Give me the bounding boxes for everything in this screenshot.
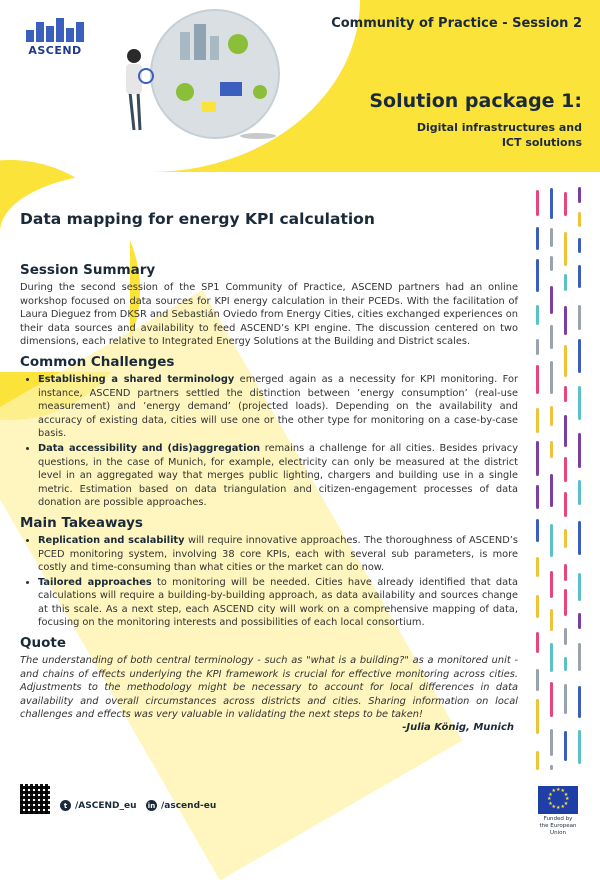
eu-star-icon: ★ (560, 803, 565, 810)
dash-pattern-decoration (532, 180, 592, 780)
eu-star-icon: ★ (548, 791, 553, 798)
dash-mark (536, 485, 539, 509)
dash-mark (536, 557, 539, 577)
dash-mark (564, 529, 567, 548)
dash-mark (550, 682, 553, 717)
twitter-handle: /ASCEND_eu (75, 800, 137, 811)
globe-illustration (110, 2, 310, 142)
dash-mark (578, 480, 581, 505)
list-item-text: to monitoring will be needed. Cities have already identified that data calculations will require a building-by-building approach, as data availability and sources change at this scale. As a next step, each ASCEND city will work on a comprehensive mapping of data, focusing on the monitoring interests and possibilities of each local consortium. (38, 576, 518, 629)
dash-mark (578, 613, 581, 629)
list-item (38, 442, 518, 510)
dash-mark (564, 306, 567, 335)
dash-mark (536, 441, 539, 476)
solution-package-title: Solution package 1: (369, 90, 582, 112)
dash-mark (564, 684, 567, 714)
list-item-bold: Data accessibility and (dis)aggregation (38, 442, 261, 454)
dash-mark (536, 365, 539, 394)
eu-star-icon: ★ (548, 800, 553, 807)
list-item-text: emerged again as a necessity for KPI monitoring. For instance, ASCEND partners settled the distinction between ’energy consumption’ (real-use measurement) and ’energy demand’ (projected loads). Depending on the availability and accuracy of existing data, cities will use one or the other type for monitoring on a case-by-case basis. (38, 373, 518, 440)
dash-mark (578, 730, 581, 763)
dash-mark (578, 643, 581, 671)
dash-mark (550, 228, 553, 247)
dash-mark (578, 265, 581, 287)
dash-mark (550, 524, 553, 557)
list-item-bold: Replication and scalability (38, 534, 185, 546)
dash-mark (564, 731, 567, 761)
dash-mark (536, 669, 539, 691)
dash-mark (536, 519, 539, 542)
dash-mark (550, 361, 553, 393)
dash-mark (578, 305, 581, 331)
list-item (38, 534, 518, 575)
challenges-heading: Common Challenges (20, 353, 175, 370)
dash-mark (564, 345, 567, 377)
solution-package-subtitle (342, 120, 582, 150)
dash-mark (536, 595, 539, 619)
footer (20, 784, 580, 834)
dash-mark (564, 628, 567, 644)
dash-mark (550, 406, 553, 426)
dash-mark (578, 386, 581, 420)
dash-mark (564, 457, 567, 482)
cop-title: Community of Practice - Session 2 (331, 16, 582, 31)
dash-mark (550, 571, 553, 597)
ascend-logo (20, 16, 90, 57)
session-summary-section (20, 262, 518, 349)
dash-mark (564, 657, 567, 671)
summary-text: During the second session of the SP1 Community of Practice, ASCEND partners had an online workshop focused on data sources for KPI energy calculation in their PCEDs. With the facilitation of Laura Dieguez from DKSR and Sebastián Oviedo from Energy Cities, cities exchanged experiences on their data sources and availability to feed ASCEND’s KPI engine. The discussion centered on two dimensions, each relative to Integrated Energy Solutions at the Building and District scales. (20, 282, 518, 348)
eu-text-line-1: Funded by (543, 816, 573, 822)
eu-star-icon: ★ (551, 788, 556, 795)
eu-text-line-2: the European Union (539, 823, 577, 836)
qr-code-icon[interactable] (20, 784, 50, 814)
eu-star-icon: ★ (556, 805, 561, 811)
dash-mark (578, 212, 581, 228)
dash-mark (564, 492, 567, 517)
eu-star-icon: ★ (551, 803, 556, 810)
dash-mark (550, 765, 553, 770)
quote-text: The understanding of both central terminology - such as "what is a building?" as a monitored unit - and chains of effects underlying the KPI framework is crucial for effective monitoring across cities. Adjustments to the methodology might be necessary to account for local differences in data availability and overall circumstances across districts and cities. Sharing information on local challenges and effects was very valuable in validating the next steps to be taken! (20, 655, 518, 721)
eu-star-icon: ★ (563, 800, 569, 807)
eu-star-icon: ★ (565, 796, 570, 802)
twitter-icon: t (60, 800, 71, 811)
quote-author: -Julia König, Munich (402, 722, 514, 734)
dash-mark (536, 751, 539, 770)
page-title: Data mapping for energy KPI calculation (20, 210, 375, 228)
dash-mark (536, 699, 539, 733)
dash-mark (564, 589, 567, 617)
eu-funding-text (536, 816, 580, 837)
quote-heading: Quote (20, 635, 66, 652)
dash-mark (550, 729, 553, 756)
eu-star-icon: ★ (556, 787, 561, 793)
logo-text: ASCEND (28, 44, 82, 57)
main-content (20, 210, 518, 738)
dash-mark (564, 386, 567, 402)
dash-mark (578, 573, 581, 601)
twitter-link[interactable] (60, 800, 137, 811)
logo-bars (20, 16, 90, 42)
dash-mark (536, 632, 539, 653)
eu-flag-icon (538, 786, 578, 814)
eu-star-icon: ★ (563, 791, 569, 798)
dash-mark (536, 190, 539, 216)
dash-mark (550, 256, 553, 271)
challenges-section (20, 354, 518, 510)
dash-mark (536, 408, 539, 433)
dash-mark (578, 238, 581, 253)
subtitle-line-1: Digital infrastructures and (416, 121, 582, 134)
eu-funding-badge (536, 786, 580, 837)
dash-mark (550, 474, 553, 507)
dash-mark (564, 192, 567, 216)
subtitle-line-2: ICT solutions (501, 136, 582, 149)
dash-mark (564, 232, 567, 266)
takeaways-section (20, 515, 518, 630)
dash-mark (550, 188, 553, 219)
list-item-bold: Tailored approaches (38, 576, 152, 588)
takeaways-list (20, 534, 518, 630)
eu-star-icon: ★ (560, 788, 565, 795)
dash-mark (536, 259, 539, 292)
list-item (38, 373, 518, 441)
dash-mark (578, 339, 581, 373)
list-item-text: remains a challenge for all cities. Besides privacy questions, in the case of Munich, for example, electricity can only be measured at the district level in an aggregated way that merges public lighting, chargers and building use in a single metric. Estimation based on data triangulation and citizen-engagement processes of data donation are possible approaches. (38, 442, 518, 509)
dash-mark (578, 433, 581, 468)
list-item-bold: Establishing a shared terminology (38, 373, 235, 385)
linkedin-link[interactable] (146, 800, 216, 811)
dash-mark (550, 643, 553, 672)
dash-mark (536, 227, 539, 251)
dash-mark (550, 286, 553, 314)
takeaways-heading: Main Takeaways (20, 514, 143, 531)
dash-mark (550, 609, 553, 631)
dash-mark (578, 521, 581, 555)
dash-mark (536, 305, 539, 325)
challenges-list (20, 373, 518, 510)
list-item-text: will require innovative approaches. The thoroughness of ASCEND’s PCED monitoring system, involving 38 core KPIs, each with several sub parameters, is more costly and time-consuming than what cities or the market can do now. (38, 534, 518, 574)
summary-heading: Session Summary (20, 262, 156, 278)
dash-mark (578, 187, 581, 203)
list-item (38, 576, 518, 630)
linkedin-icon: in (147, 801, 156, 810)
eu-star-icon: ★ (547, 796, 552, 802)
quote-section (20, 635, 518, 733)
dash-mark (536, 339, 539, 355)
dash-mark (564, 274, 567, 291)
dash-mark (564, 415, 567, 447)
dash-mark (550, 441, 553, 458)
dash-mark (578, 686, 581, 717)
linkedin-handle: /ascend-eu (161, 800, 217, 811)
dash-mark (564, 564, 567, 581)
dash-mark (550, 325, 553, 349)
